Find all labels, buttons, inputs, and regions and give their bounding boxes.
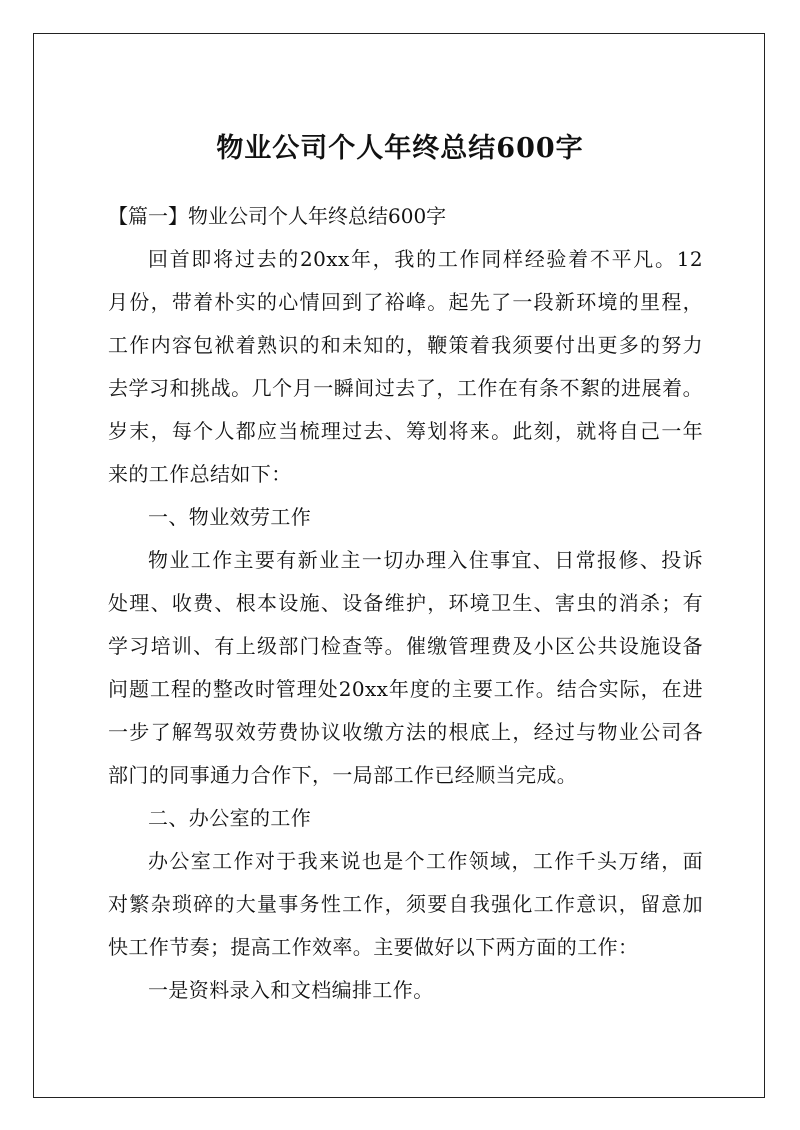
subheading-office-work: 二、办公室的工作 [148,806,312,830]
paragraph-line: 一是资料录入和文档编排工作。 [148,978,434,1002]
paragraph-line: 月份，带着朴实的心情回到了裕峰。起先了一段新环境的里程， [108,290,703,314]
paragraph-line: 去学习和挑战。几个月一瞬间过去了，工作在有条不絮的进展着。 [108,376,703,400]
paragraph-line: 处理、收费、根本设施、设备维护，环境卫生、害虫的消杀；有 [108,591,703,615]
document-title: 物业公司个人年终总结600字 [216,133,584,164]
paragraph-line: 部门的同事通力合作下，一局部工作已经顺当完成。 [108,763,578,787]
paragraph-line: 岁末，每个人都应当梳理过去、筹划将来。此刻，就将自己一年 [108,419,703,443]
paragraph-line: 物业工作主要有新业主一切办理入住事宜、日常报修、投诉 [148,548,703,572]
paragraph-line: 办公室工作对于我来说也是个工作领域，工作千头万绪，面 [148,849,703,873]
paragraph-line: 来的工作总结如下： [108,462,292,486]
paragraph-line: 学习培训、有上级部门检查等。催缴管理费及小区公共设施设备 [108,634,703,658]
paragraph-line: 回首即将过去的20xx年，我的工作同样经验着不平凡。12 [148,247,703,271]
paragraph-line: 一步了解驾驭效劳费协议收缴方法的根底上，经过与物业公司各 [108,720,703,744]
paragraph-line: 问题工程的整改时管理处20xx年度的主要工作。结合实际，在进 [108,677,703,701]
paragraph-line: 快工作节奏；提高工作效率。主要做好以下两方面的工作： [108,935,639,959]
paragraph-line: 对繁杂琐碎的大量事务性工作，须要自我强化工作意识，留意加 [108,892,703,916]
paragraph-line: 工作内容包袱着熟识的和未知的，鞭策着我须要付出更多的努力 [108,333,703,357]
subheading-property-service: 一、物业效劳工作 [148,505,312,529]
section-heading: 【篇一】物业公司个人年终总结600字 [108,204,447,228]
